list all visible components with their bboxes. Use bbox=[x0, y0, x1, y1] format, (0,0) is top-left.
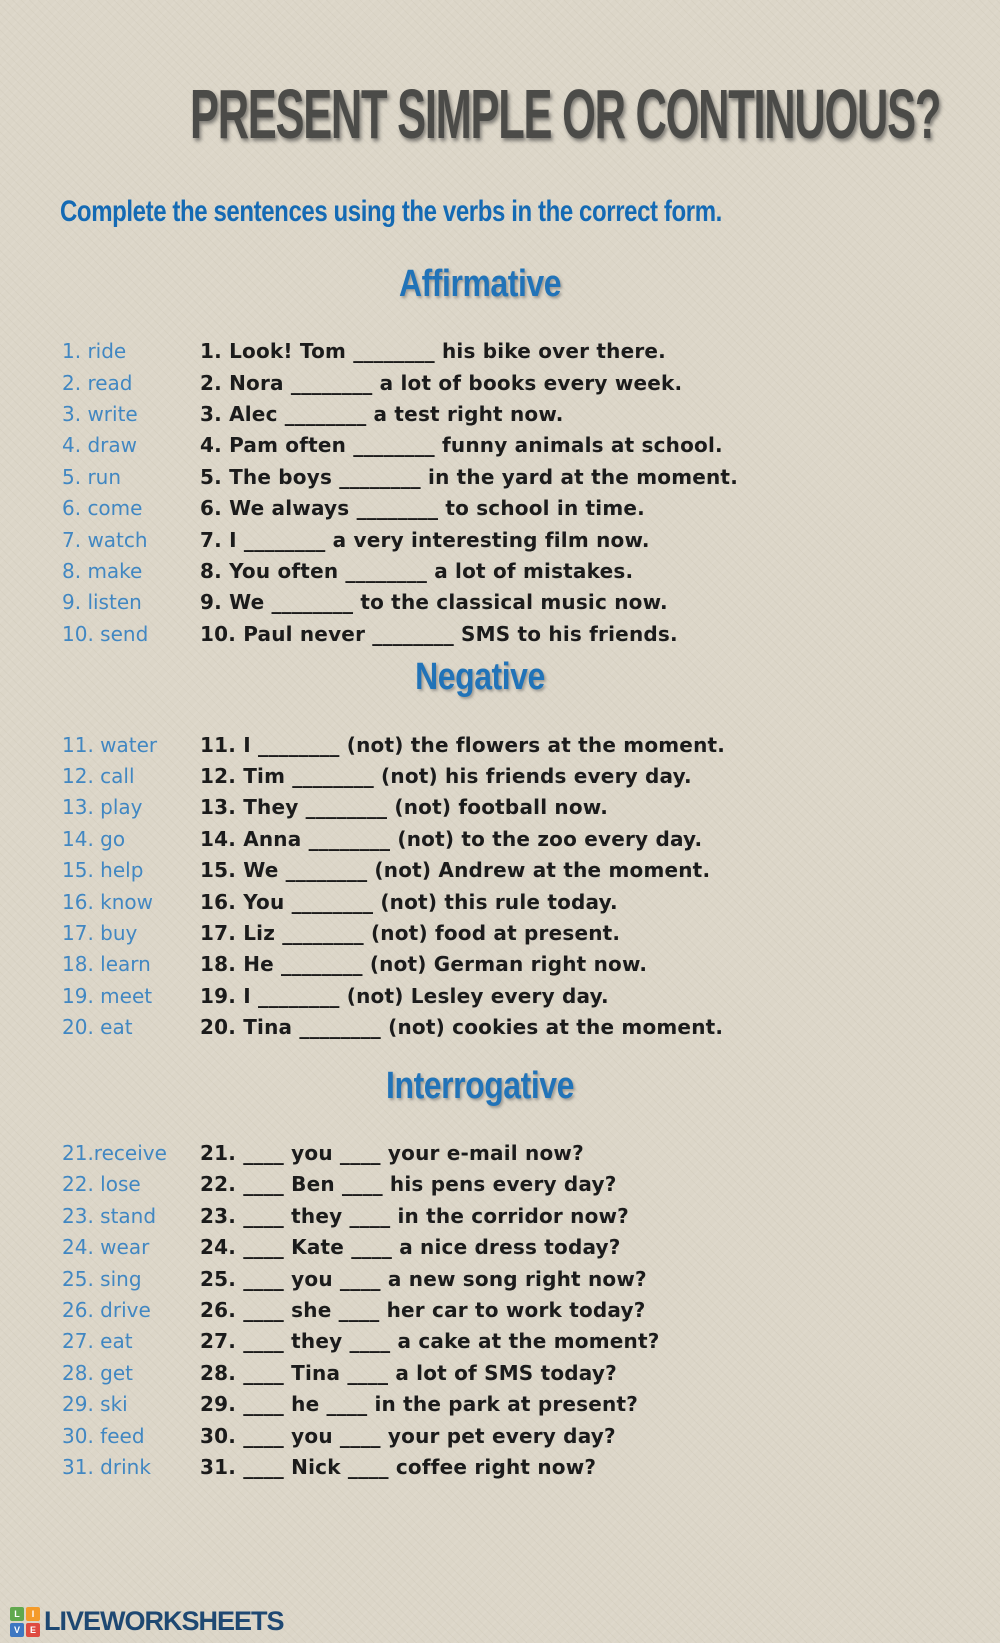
sentence-with-blank: 7. I ________ a very interesting film now. bbox=[200, 527, 650, 552]
sentence-with-blank: 6. We always ________ to school in time. bbox=[200, 496, 645, 521]
verb-hint: 2. read bbox=[62, 370, 133, 395]
worksheet-row bbox=[0, 792, 1000, 823]
worksheet-row bbox=[0, 587, 1000, 618]
worksheet-row bbox=[0, 398, 1000, 429]
negative-rows bbox=[0, 729, 1000, 1043]
sentence-with-blank: 25. ____ you ____ a new song right now? bbox=[200, 1266, 647, 1291]
sentence-with-blank: 3. Alec ________ a test right now. bbox=[200, 402, 564, 426]
logo-tile-v: V bbox=[10, 1623, 24, 1637]
verb-hint: 26. drive bbox=[62, 1298, 151, 1323]
verb-hint: 11. water bbox=[62, 732, 158, 757]
worksheet-row bbox=[0, 917, 1000, 948]
sentence-with-blank: 21. ____ you ____ your e-mail now? bbox=[200, 1141, 584, 1166]
worksheet-row bbox=[0, 1200, 1000, 1231]
verb-hint: 1. ride bbox=[62, 339, 127, 364]
sentence-with-blank: 14. Anna ________ (not) to the zoo every day. bbox=[200, 826, 703, 851]
worksheet-row bbox=[0, 1451, 1000, 1482]
verb-hint: 31. drink bbox=[62, 1455, 151, 1479]
verb-hint: 30. feed bbox=[62, 1423, 145, 1448]
worksheet-row bbox=[0, 1420, 1000, 1451]
worksheet-row bbox=[0, 729, 1000, 760]
sentence-with-blank: 15. We ________ (not) Andrew at the moment. bbox=[200, 858, 711, 883]
sentence-with-blank: 8. You often ________ a lot of mistakes. bbox=[200, 558, 634, 583]
worksheet-row bbox=[0, 367, 1000, 398]
sentence-with-blank: 11. I ________ (not) the flowers at the moment. bbox=[200, 732, 726, 757]
worksheet-instruction: Complete the sentences using the verbs in the correct form. bbox=[60, 195, 722, 228]
sentence-with-blank: 12. Tim ________ (not) his friends every day. bbox=[200, 764, 692, 789]
logo-tile-i: I bbox=[26, 1607, 40, 1621]
verb-hint: 3. write bbox=[62, 402, 138, 426]
sentence-with-blank: 4. Pam often ________ funny animals at school. bbox=[200, 433, 723, 458]
sentence-with-blank: 28. ____ Tina ____ a lot of SMS today? bbox=[200, 1360, 617, 1385]
sentence-with-blank: 13. They ________ (not) football now. bbox=[200, 795, 608, 820]
sentence-with-blank: 1. Look! Tom ________ his bike over there. bbox=[200, 339, 666, 364]
sentence-with-blank: 18. He ________ (not) German right now. bbox=[200, 952, 648, 977]
sentence-with-blank: 9. We ________ to the classical music now. bbox=[200, 590, 668, 615]
worksheet-row bbox=[0, 461, 1000, 492]
worksheet-row bbox=[0, 1169, 1000, 1200]
logo-tile-l: L bbox=[10, 1607, 24, 1621]
worksheet-row bbox=[0, 430, 1000, 461]
worksheet-row bbox=[0, 1011, 1000, 1042]
verb-hint: 28. get bbox=[62, 1360, 134, 1385]
brand-wordmark: LIVEWORKSHEETS bbox=[44, 1606, 284, 1636]
verb-hint: 27. eat bbox=[62, 1329, 133, 1354]
worksheet-row bbox=[0, 855, 1000, 886]
worksheet-row bbox=[0, 980, 1000, 1011]
section-affirmative bbox=[0, 264, 1000, 649]
verb-hint: 24. wear bbox=[62, 1235, 150, 1260]
verb-hint: 22. lose bbox=[62, 1172, 141, 1197]
worksheet-row bbox=[0, 1294, 1000, 1325]
verb-hint: 20. eat bbox=[62, 1015, 133, 1040]
verb-hint: 4. draw bbox=[62, 433, 137, 458]
worksheet-row bbox=[0, 886, 1000, 917]
verb-hint: 10. send bbox=[62, 621, 149, 646]
worksheet-row bbox=[0, 1389, 1000, 1420]
verb-hint: 7. watch bbox=[62, 527, 148, 552]
sentence-with-blank: 20. Tina ________ (not) cookies at the moment. bbox=[200, 1015, 724, 1040]
verb-hint: 29. ski bbox=[62, 1392, 128, 1417]
worksheet-row bbox=[0, 524, 1000, 555]
verb-hint: 9. listen bbox=[62, 590, 142, 615]
worksheet-row bbox=[0, 618, 1000, 649]
verb-hint: 5. run bbox=[62, 464, 122, 489]
sentence-with-blank: 2. Nora ________ a lot of books every week. bbox=[200, 370, 683, 395]
verb-hint: 25. sing bbox=[62, 1266, 142, 1291]
worksheet-row bbox=[0, 555, 1000, 586]
sentence-with-blank: 22. ____ Ben ____ his pens every day? bbox=[200, 1172, 617, 1197]
interrogative-rows bbox=[0, 1137, 1000, 1482]
verb-hint: 8. make bbox=[62, 558, 143, 583]
section-interrogative bbox=[0, 1066, 1000, 1483]
sentence-with-blank: 16. You ________ (not) this rule today. bbox=[200, 889, 618, 914]
logo-tile-e: E bbox=[26, 1623, 40, 1637]
sentence-with-blank: 30. ____ you ____ your pet every day? bbox=[200, 1423, 616, 1448]
verb-hint: 23. stand bbox=[62, 1203, 157, 1228]
sentence-with-blank: 19. I ________ (not) Lesley every day. bbox=[200, 983, 609, 1008]
section-heading-negative: Negative bbox=[415, 656, 545, 699]
worksheet-row bbox=[0, 949, 1000, 980]
affirmative-rows bbox=[0, 336, 1000, 650]
verb-hint: 19. meet bbox=[62, 983, 153, 1008]
worksheet-row bbox=[0, 336, 1000, 367]
sentence-with-blank: 5. The boys ________ in the yard at the moment. bbox=[200, 464, 738, 489]
verb-hint: 18. learn bbox=[62, 952, 151, 977]
liveworksheets-logo-icon bbox=[10, 1607, 40, 1637]
verb-hint: 15. help bbox=[62, 858, 144, 883]
verb-hint: 21.receive bbox=[62, 1141, 167, 1166]
verb-hint: 13. play bbox=[62, 795, 143, 820]
sentence-with-blank: 27. ____ they ____ a cake at the moment? bbox=[200, 1329, 660, 1354]
worksheet-row bbox=[0, 760, 1000, 791]
sentence-with-blank: 10. Paul never ________ SMS to his friends. bbox=[200, 621, 678, 646]
section-heading-interrogative: Interrogative bbox=[386, 1064, 574, 1107]
sentence-with-blank: 26. ____ she ____ her car to work today? bbox=[200, 1298, 646, 1323]
verb-hint: 14. go bbox=[62, 826, 126, 851]
verb-hint: 16. know bbox=[62, 889, 154, 914]
section-negative bbox=[0, 657, 1000, 1042]
sentence-with-blank: 23. ____ they ____ in the corridor now? bbox=[200, 1203, 629, 1228]
section-heading-affirmative: Affirmative bbox=[398, 263, 562, 305]
sentence-with-blank: 31. ____ Nick ____ coffee right now? bbox=[200, 1455, 597, 1479]
sentence-with-blank: 29. ____ he ____ in the park at present? bbox=[200, 1392, 639, 1417]
worksheet-title: PRESENT SIMPLE OR CONTINUOUS? bbox=[190, 75, 941, 153]
verb-hint: 6. come bbox=[62, 496, 143, 521]
verb-hint: 17. buy bbox=[62, 921, 138, 945]
sentence-with-blank: 17. Liz ________ (not) food at present. bbox=[200, 921, 621, 945]
sentence-with-blank: 24. ____ Kate ____ a nice dress today? bbox=[200, 1235, 621, 1260]
worksheet-row bbox=[0, 492, 1000, 523]
worksheet-row bbox=[0, 1263, 1000, 1294]
footer-brand-bar bbox=[10, 1606, 284, 1637]
worksheet-row bbox=[0, 823, 1000, 854]
worksheet-row bbox=[0, 1357, 1000, 1388]
worksheet-row bbox=[0, 1232, 1000, 1263]
verb-hint: 12. call bbox=[62, 764, 135, 789]
worksheet-row bbox=[0, 1326, 1000, 1357]
worksheet-row bbox=[0, 1137, 1000, 1168]
